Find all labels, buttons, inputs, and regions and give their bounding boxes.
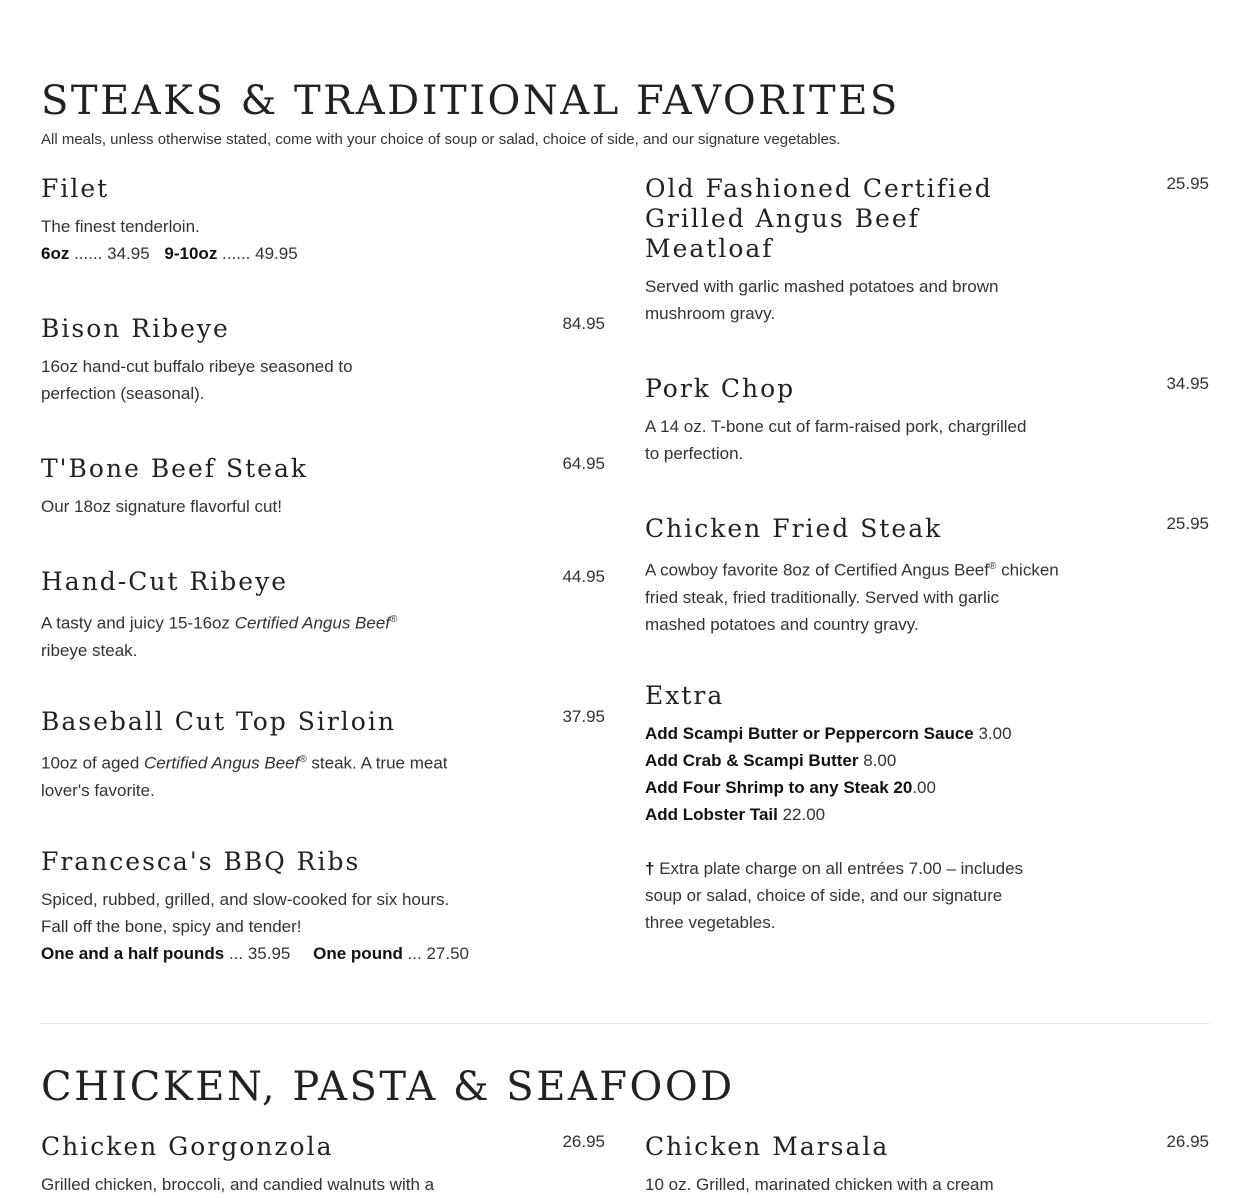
description-line [41,606,605,637]
menu-item-filet [41,174,605,267]
item-name: Filet [41,174,110,203]
item-name: Chicken Marsala [645,1132,890,1161]
extra-plate-note [645,855,1209,936]
item-name-line: Meatloaf [645,234,774,263]
section-subtitle: All meals, unless otherwise stated, come with your choice of soup or salad, choice of side, and our signature vegetables. [41,131,841,148]
option-label: One pound [313,944,403,963]
item-name: Chicken Fried Steak [645,514,943,543]
item-name-line: Old Fashioned Certified [645,174,993,203]
extra-price: 3.00 [973,724,1012,743]
registered-mark: ® [299,754,307,765]
note-line: soup or salad, choice of side, and our signature [645,886,1003,905]
option-price: ... 27.50 [402,944,470,963]
section-title-steaks: STEAKS & TRADITIONAL FAVORITES [41,78,900,124]
item-name: T'Bone Beef Steak [41,454,308,483]
description-line: Spiced, rubbed, grilled, and slow-cooked for six hours. [41,890,450,909]
description-line: A 14 oz. T-bone cut of farm-raised pork, chargrilled [645,417,1027,436]
description-line: 16oz hand-cut buffalo ribeye seasoned to [41,357,353,376]
extra-label: Add Crab & Scampi Butter [645,751,859,770]
description-text: A cowboy favorite 8oz of Certified Angus Beef [645,560,989,580]
menu-item-tbone [41,454,605,520]
description-line: fried steak, fried traditionally. Served with garlic [645,587,1000,607]
item-description [41,746,605,804]
item-description: Our 18oz signature flavorful cut! [41,497,282,516]
option-price: ...... 34.95 [69,244,150,263]
description-line: lover's favorite. [41,780,155,800]
note-text: Extra plate charge on all entrées 7.00 – includes [654,859,1024,878]
item-description: The finest tenderloin. [41,217,200,236]
registered-mark: ® [988,561,997,572]
item-name: Hand-Cut Ribeye [41,567,289,596]
item-name: Extra [645,681,725,710]
extra-label: Add Lobster Tail [645,805,778,824]
registered-mark: ® [390,614,398,625]
description-line: Fall off the bone, spicy and tender! [41,917,302,936]
brand-text: Certified Angus Beef [234,613,391,633]
description-line: perfection (seasonal). [41,384,205,403]
option-price: ...... 49.95 [217,244,298,263]
item-options [41,940,605,967]
description-text: A tasty and juicy 15-16oz [41,613,235,633]
item-description [41,353,605,407]
menu-item-pork-chop [645,374,1209,467]
item-description: Grilled chicken, broccoli, and candied walnuts with a [41,1175,435,1194]
item-name: Bison Ribeye [41,314,230,343]
description-line [645,553,1209,584]
note-line [645,855,1209,882]
item-price: 26.95 [1166,1132,1209,1151]
section-divider [41,1023,1209,1024]
item-price: 26.95 [562,1132,605,1151]
item-price: 44.95 [562,567,605,586]
item-description [41,886,605,967]
description-line: to perfection. [645,444,744,463]
menu-item-hand-cut-ribeye [41,567,605,664]
item-description [645,273,1209,327]
description-text: steak. A true meat [306,753,448,773]
description-text: 10oz of aged [41,753,145,773]
description-line: Served with garlic mashed potatoes and brown [645,277,999,296]
section-title-chicken-pasta-seafood: CHICKEN, PASTA & SEAFOOD [41,1064,735,1110]
item-name: Chicken Gorgonzola [41,1132,334,1161]
menu-item-top-sirloin [41,707,605,804]
extra-line [645,774,1209,801]
item-price: 34.95 [1166,374,1209,393]
extra-label: Add Four Shrimp to any Steak 20 [645,778,913,797]
description-line: mashed potatoes and country gravy. [645,614,919,634]
item-price: 84.95 [562,314,605,333]
menu-item-chicken-marsala [645,1132,1209,1198]
item-name [645,174,1209,264]
item-name: Pork Chop [645,374,796,403]
item-options [41,240,605,267]
item-name: Baseball Cut Top Sirloin [41,707,396,736]
extra-line [645,720,1209,747]
menu-item-bbq-ribs [41,847,605,967]
menu-item-meatloaf [645,174,1209,327]
extra-price: 22.00 [777,805,826,824]
menu-item-chicken-fried-steak [645,514,1209,638]
option-label: One and a half pounds [41,944,225,963]
option-label: 6oz [41,244,70,263]
extra-price: .00 [912,778,936,797]
extra-line [645,801,1209,828]
item-description [645,553,1209,638]
item-description [645,413,1209,467]
item-description [41,606,605,664]
item-price: 37.95 [562,707,605,726]
option-price: ... 35.95 [224,944,291,963]
option-label: 9-10oz [164,244,218,263]
description-line: mushroom gravy. [645,304,776,323]
description-line: ribeye steak. [41,640,138,660]
item-description: 10 oz. Grilled, marinated chicken with a cream [645,1175,994,1194]
note-line: three vegetables. [645,913,776,932]
extra-line [645,747,1209,774]
menu-item-extra [645,681,1209,936]
menu-item-chicken-gorgonzola [41,1132,605,1198]
extra-price: 8.00 [858,751,897,770]
menu-item-bison-ribeye [41,314,605,407]
dagger-mark: † [645,859,655,878]
item-name: Francesca's BBQ Ribs [41,847,361,876]
description-line [41,746,605,777]
brand-text: Certified Angus Beef [144,753,300,773]
extras-list [645,720,1209,828]
item-name-line: Grilled Angus Beef [645,204,920,233]
extra-label: Add Scampi Butter or Peppercorn Sauce [645,724,974,743]
description-text: chicken [996,560,1059,580]
item-price: 64.95 [562,454,605,473]
item-price: 25.95 [1166,174,1209,193]
item-price: 25.95 [1166,514,1209,533]
